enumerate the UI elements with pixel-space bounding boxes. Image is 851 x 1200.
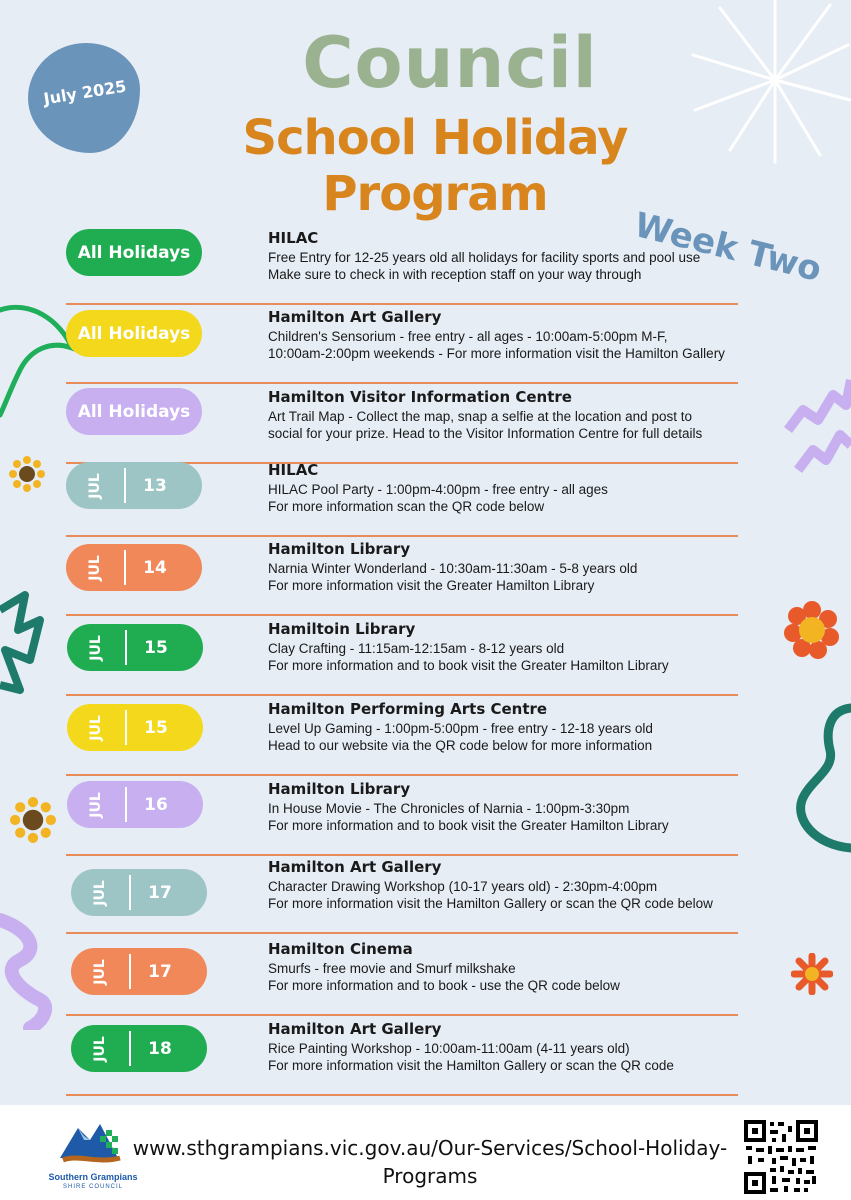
pill-month bbox=[85, 624, 107, 671]
event-description-line: For more information visit the Hamilton Gallery or scan the QR code bbox=[268, 1058, 674, 1073]
event-description-line: Clay Crafting - 11:15am-12:15am - 8-12 years old bbox=[268, 641, 565, 656]
event-row bbox=[66, 700, 738, 776]
pill-day: 15 bbox=[144, 637, 168, 658]
date-pill bbox=[71, 948, 207, 995]
event-row bbox=[66, 308, 738, 384]
pill-month-label: JUL bbox=[87, 472, 103, 499]
event-info bbox=[268, 229, 808, 283]
pill-month bbox=[84, 544, 106, 591]
pill-day: 18 bbox=[148, 1038, 172, 1059]
row-divider bbox=[66, 1094, 738, 1096]
event-description-line: HILAC Pool Party - 1:00pm-4:00pm - free entry - all ages bbox=[268, 482, 608, 497]
event-info bbox=[268, 461, 808, 515]
date-pill bbox=[67, 624, 203, 671]
venue-name: HILAC bbox=[268, 461, 319, 479]
event-info bbox=[268, 308, 808, 362]
date-pill bbox=[66, 544, 202, 591]
event-description-line: Art Trail Map - Collect the map, snap a selfie at the location and post to bbox=[268, 409, 692, 424]
lilac-wave-decoration bbox=[0, 910, 60, 1030]
event-row bbox=[66, 858, 738, 934]
event-description-line: For more information visit the Greater Hamilton Library bbox=[268, 578, 595, 593]
pill-day: 16 bbox=[144, 794, 168, 815]
date-pill bbox=[67, 781, 203, 828]
pill-day: 13 bbox=[143, 475, 167, 496]
event-info bbox=[268, 780, 808, 834]
date-pill bbox=[71, 869, 207, 916]
row-divider bbox=[66, 774, 738, 776]
event-description-line: For more information and to book visit the Greater Hamilton Library bbox=[268, 658, 669, 673]
pill-label: All Holidays bbox=[77, 242, 191, 263]
week-label: Week Two bbox=[630, 205, 826, 291]
event-info bbox=[268, 940, 808, 994]
event-row bbox=[66, 620, 738, 696]
event-description-line: 10:00am-2:00pm weekends - For more information visit the Hamilton Gallery bbox=[268, 346, 725, 361]
event-row bbox=[66, 540, 738, 616]
row-divider bbox=[66, 694, 738, 696]
event-row bbox=[66, 388, 738, 464]
logo-name: Southern Grampians bbox=[48, 1172, 138, 1182]
event-description-line: For more information scan the QR code below bbox=[268, 499, 545, 514]
event-description-line: For more information and to book visit the Greater Hamilton Library bbox=[268, 818, 669, 833]
pill-label: All Holidays bbox=[77, 401, 191, 422]
pill-month bbox=[89, 1025, 111, 1072]
venue-name: Hamilton Art Gallery bbox=[268, 1020, 442, 1038]
venue-name: Hamilton Art Gallery bbox=[268, 308, 442, 326]
row-divider bbox=[66, 535, 738, 537]
date-pill bbox=[67, 704, 203, 751]
url-line1: www.sthgrampians.vic.gov.au/Our-Services/School-Holiday- bbox=[132, 1136, 728, 1160]
url-line2: Programs bbox=[382, 1164, 478, 1188]
event-info bbox=[268, 620, 808, 674]
sunflower-icon bbox=[10, 797, 56, 843]
pill-month bbox=[85, 781, 107, 828]
venue-name: Hamilton Art Gallery bbox=[268, 858, 442, 876]
event-description-line: Level Up Gaming - 1:00pm-5:00pm - free entry - 12-18 years old bbox=[268, 721, 653, 736]
event-description-line: For more information visit the Hamilton Gallery or scan the QR code below bbox=[268, 896, 713, 911]
event-row bbox=[66, 780, 738, 856]
event-description-line: Make sure to check in with reception staff on your way through bbox=[268, 267, 642, 282]
event-description-line: Head to our website via the QR code below for more information bbox=[268, 738, 653, 753]
event-description-line: Children's Sensorium - free entry - all ages - 10:00am-5:00pm M-F, bbox=[268, 329, 668, 344]
title-program: School Holiday Program bbox=[242, 110, 628, 222]
pill-month-label: JUL bbox=[87, 554, 103, 581]
pill-month-label: JUL bbox=[88, 714, 104, 741]
pill-month-label: JUL bbox=[88, 634, 104, 661]
event-row bbox=[66, 940, 738, 1016]
event-description-line: social for your prize. Head to the Visitor Information Centre for full details bbox=[268, 426, 703, 441]
title-council: Council bbox=[302, 22, 598, 104]
event-description-line: Free Entry for 12-25 years old all holidays for facility sports and pool use bbox=[268, 250, 701, 265]
venue-name: Hamilton Visitor Information Centre bbox=[268, 388, 572, 406]
venue-name: Hamiltoin Library bbox=[268, 620, 416, 638]
month-badge-label: July 2025 bbox=[42, 76, 128, 109]
all-holidays-pill bbox=[66, 310, 202, 357]
venue-name: Hamilton Cinema bbox=[268, 940, 413, 958]
pill-month bbox=[89, 869, 111, 916]
event-description-line: Smurfs - free movie and Smurf milkshake bbox=[268, 961, 516, 976]
venue-name: Hamilton Performing Arts Centre bbox=[268, 700, 548, 718]
pill-day: 17 bbox=[148, 961, 172, 982]
pill-day: 15 bbox=[144, 717, 168, 738]
row-divider bbox=[66, 382, 738, 384]
program-url[interactable] bbox=[130, 1134, 730, 1190]
pill-month bbox=[89, 948, 111, 995]
pill-month bbox=[85, 704, 107, 751]
event-description-line: Rice Painting Workshop - 10:00am-11:00am (4-11 years old) bbox=[268, 1041, 630, 1056]
event-info bbox=[268, 1020, 808, 1074]
pill-day: 14 bbox=[143, 557, 167, 578]
sunflower-icon bbox=[9, 456, 45, 492]
venue-name: Hamilton Library bbox=[268, 540, 411, 558]
teal-zigzag-decoration bbox=[0, 590, 45, 730]
row-divider bbox=[66, 303, 738, 305]
logo-subtitle: SHIRE COUNCIL bbox=[62, 1184, 123, 1190]
event-description-line: In House Movie - The Chronicles of Narnia - 1:00pm-3:30pm bbox=[268, 801, 630, 816]
qr-code-icon[interactable] bbox=[742, 1118, 820, 1196]
pill-month-label: JUL bbox=[88, 791, 104, 818]
pill-month bbox=[84, 462, 106, 509]
month-badge bbox=[28, 43, 140, 153]
event-description-line: Narnia Winter Wonderland - 10:30am-11:30am - 5-8 years old bbox=[268, 561, 638, 576]
pill-month-label: JUL bbox=[92, 1035, 108, 1062]
event-info bbox=[268, 858, 808, 912]
all-holidays-pill bbox=[66, 229, 202, 276]
pill-label: All Holidays bbox=[77, 323, 191, 344]
venue-name: Hamilton Library bbox=[268, 780, 411, 798]
row-divider bbox=[66, 1014, 738, 1016]
event-info bbox=[268, 388, 808, 442]
row-divider bbox=[66, 614, 738, 616]
all-holidays-pill bbox=[66, 388, 202, 435]
event-row bbox=[66, 1020, 738, 1096]
row-divider bbox=[66, 854, 738, 856]
pill-month-label: JUL bbox=[92, 958, 108, 985]
event-info bbox=[268, 540, 808, 594]
event-info bbox=[268, 700, 808, 754]
event-row bbox=[66, 461, 738, 537]
event-description-line: Character Drawing Workshop (10-17 years old) - 2:30pm-4:00pm bbox=[268, 879, 658, 894]
date-pill bbox=[66, 462, 202, 509]
pill-month-label: JUL bbox=[92, 879, 108, 906]
pill-day: 17 bbox=[148, 882, 172, 903]
event-row bbox=[66, 229, 738, 305]
event-description-line: For more information and to book - use the QR code below bbox=[268, 978, 620, 993]
row-divider bbox=[66, 932, 738, 934]
venue-name: HILAC bbox=[268, 229, 319, 247]
date-pill bbox=[71, 1025, 207, 1072]
